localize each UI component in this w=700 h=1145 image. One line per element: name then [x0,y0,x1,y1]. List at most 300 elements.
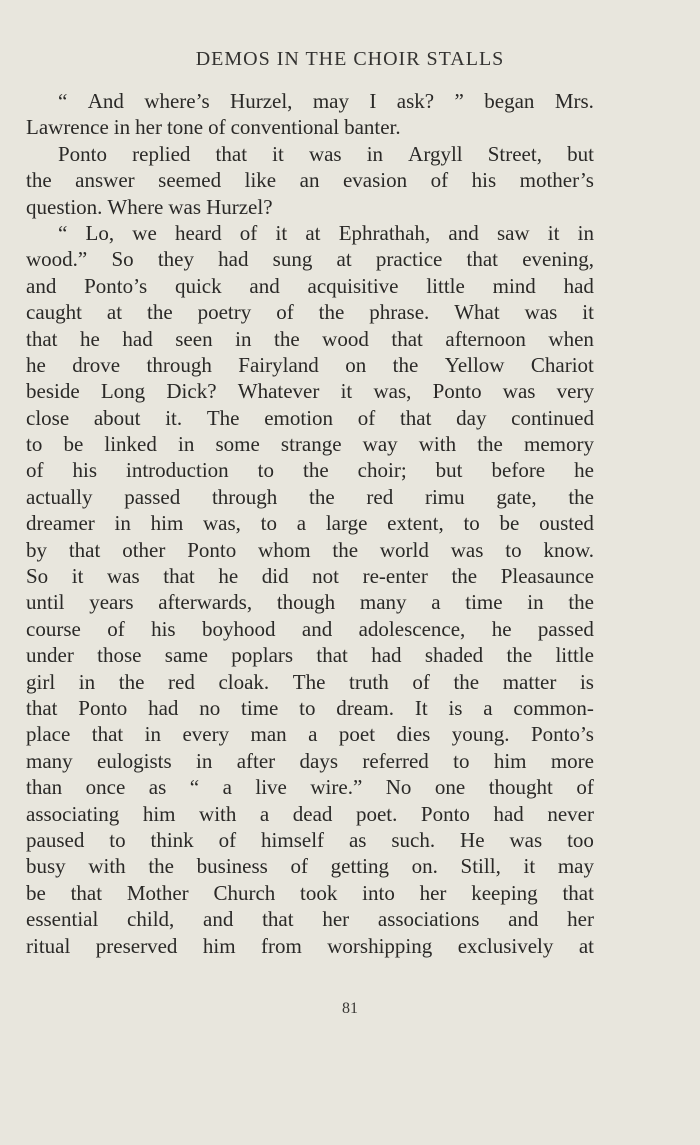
word: was, [373,379,412,404]
word: and [301,616,333,641]
word: had [148,695,179,720]
word: ask? [396,89,435,113]
word: strange [280,432,342,457]
word: poet [338,722,376,747]
word: and [203,907,234,932]
word: and [26,273,57,298]
word: poetry [197,300,252,325]
word: to [26,432,43,457]
word: ritual [26,933,71,958]
word: exclusively [457,933,554,958]
word: know. [543,537,594,562]
word: other [122,537,166,562]
word: paused [26,827,85,852]
text-line [26,378,594,404]
word: through [146,352,212,377]
word: not [312,564,340,589]
word: think [150,827,194,852]
word: days [299,748,339,773]
word: course [26,616,81,641]
word: seen [175,326,213,351]
word: linked [104,432,157,457]
word: is [448,695,463,720]
word: truth [349,669,389,694]
text-line [26,352,594,378]
word: to [463,511,480,536]
word: No [385,775,412,800]
word: his [151,616,176,641]
word: it [275,220,288,245]
word: common- [513,695,594,720]
word: mind [492,273,536,298]
word: gate, [496,484,537,509]
word: red [366,484,394,509]
word: wood [322,326,369,351]
word: that [391,326,423,351]
word: introduction [126,458,229,483]
word: at [106,300,123,325]
word: business [196,854,268,879]
word: So [111,247,134,272]
word: with [418,432,457,457]
word: time [465,590,503,615]
word: man [250,722,287,747]
word: replied [132,141,191,166]
word: world [379,537,429,562]
word: him [150,511,184,536]
word: more [550,748,594,773]
word: boyhood [202,616,276,641]
word: had [218,247,249,272]
text-line [26,589,594,615]
word: phrase. [369,300,430,325]
word: than [26,775,63,800]
word: was [509,827,543,852]
word: a [483,695,493,720]
word: “ [58,220,68,245]
word: but [435,458,463,483]
word: a [222,775,232,800]
word: “ [58,89,68,113]
word: associations [377,907,480,932]
word: eulogists [97,748,172,773]
word: So [26,564,49,589]
word: to [453,748,470,773]
word: the [148,854,174,879]
text-line [26,273,594,299]
word: until [26,590,65,615]
word: is [579,669,594,694]
text-line [26,853,594,879]
text-line [26,748,594,774]
word: Ponto’s [84,273,148,298]
word: whom [258,537,311,562]
word: drove [72,352,121,377]
word: the [273,326,300,351]
word: was [107,564,140,589]
text-line [26,220,594,246]
word: him [202,933,236,958]
word: dead [292,801,333,826]
word: Pleasaunce [500,564,594,589]
word: in [235,326,252,351]
word: passed [537,616,594,641]
word: shaded [424,643,484,668]
word: it [340,379,353,404]
word: re-enter [362,564,428,589]
word: the [451,564,478,589]
word: heard [174,220,222,245]
word: after [236,748,276,773]
word: that [68,537,101,562]
word: to [260,511,278,536]
word: of [26,458,44,483]
word: adolescence, [358,616,466,641]
word: began [484,89,535,113]
word: many [359,590,407,615]
word: at [578,933,594,958]
word: that [91,722,124,747]
text-line [26,431,594,457]
word: a [308,722,318,747]
word: Street, [487,141,542,166]
text-line [26,880,594,906]
text-line [26,695,594,721]
word: time [241,695,279,720]
word: Lawrence [26,115,109,140]
word: Ephrathah, [338,220,431,245]
word: that [163,564,195,589]
word: large [325,511,368,536]
word: worshipping [327,933,433,958]
word: Whatever [237,379,320,404]
word: Church [213,880,276,905]
word: the [26,168,52,193]
word: dreamer [26,511,95,536]
word: poplars [231,643,294,668]
word: It [414,695,428,720]
text-line [26,933,594,959]
text-line [26,774,594,800]
word: day [456,405,487,430]
word: acquisitive [307,273,399,298]
word: Still, [460,854,501,879]
word: of [276,300,294,325]
word: of [107,616,125,641]
word: no [199,695,221,720]
word: Hurzel? [206,194,273,219]
text-line [26,669,594,695]
word: of [357,405,376,430]
word: a [431,590,441,615]
word: the [309,484,335,509]
word: dies [396,722,431,747]
word: a [259,801,270,826]
word: Dick? [166,379,217,404]
word: And [87,89,124,113]
word: the [568,590,594,615]
word: mother’s [519,168,594,193]
word: that [316,643,348,668]
word: his [72,458,98,483]
word: every [182,722,230,747]
word: question. [26,194,103,219]
word: of [239,220,258,245]
word: took [300,880,338,905]
word: an [299,168,320,193]
word: thought [488,775,553,800]
word: was [168,194,202,219]
word: it [582,300,594,325]
word: caught [26,300,82,325]
word: continued [511,405,594,430]
body-text [26,88,594,959]
word: her [567,907,594,932]
word: Mother [126,880,189,905]
word: choir; [357,458,407,483]
word: in [366,141,384,166]
text-line [26,194,594,220]
text-line [26,88,594,114]
word: to [299,695,316,720]
word: one [434,775,466,800]
word: Lo, [85,220,115,245]
word: from [260,933,302,958]
word: to [257,458,275,483]
word: may [312,89,349,113]
text-line [26,616,594,642]
word: very [556,379,594,404]
word: in [178,432,195,457]
word: passed [124,484,181,509]
word: matter [502,669,557,694]
word: saw [496,220,530,245]
word: in [113,115,131,140]
word: once [85,775,126,800]
text-line [26,827,594,853]
word: those [97,643,142,668]
word: Where [107,194,164,219]
text-line [26,537,594,563]
word: before [491,458,546,483]
word: by [26,537,47,562]
word: be [499,511,520,536]
word: Hurzel, [230,89,293,113]
word: through [211,484,278,509]
word: he [218,564,239,589]
word: that [26,695,58,720]
word: under [26,643,74,668]
word: the [118,669,145,694]
text-line [26,405,594,431]
word: of [290,854,308,879]
word: on. [411,854,438,879]
word: poet. [355,801,398,826]
word: Ponto’s [530,722,594,747]
word: about [93,405,141,430]
word: actually [26,484,93,509]
word: where’s [144,89,210,113]
page-number: 81 [342,1000,358,1017]
word: wood.” [26,247,88,272]
word: rimu [424,484,465,509]
text-line [26,141,594,167]
word: as [148,775,167,800]
word: her [419,880,447,905]
word: young. [451,722,510,747]
word: and [508,907,539,932]
word: it [272,141,284,166]
word: practice [375,247,443,272]
word: referred [362,748,429,773]
word: never [547,801,594,826]
word: some [215,432,260,457]
word: with [88,854,126,879]
word: What [454,300,500,325]
word: be [26,880,46,905]
word: Mrs. [554,89,594,113]
word: Chariot [530,352,594,377]
word: her [322,907,350,932]
word: in [144,722,162,747]
text-line [26,167,594,193]
word: dream. [336,695,395,720]
word: Ponto [58,141,108,166]
word: of [218,827,237,852]
word: red [168,669,195,694]
word: emotion [264,405,334,430]
word: ousted [539,511,594,536]
word: the [392,352,419,377]
word: answer [75,168,135,193]
word: at [336,247,352,272]
word: was [524,300,558,325]
word: Yellow [444,352,505,377]
word: they [157,247,194,272]
word: the [568,484,594,509]
word: that [399,405,432,430]
word: and [448,220,479,245]
word: her [135,115,162,140]
word: had [563,273,594,298]
word: preserved [95,933,178,958]
word: that [215,141,248,166]
word: that [466,247,499,272]
word: Ponto [432,379,482,404]
word: that [26,326,58,351]
word: on [345,352,367,377]
text-line [26,246,594,272]
word: of [208,115,226,140]
word: extent, [387,511,444,536]
word: the [506,643,533,668]
text-line [26,563,594,589]
text-line [26,484,594,510]
word: cloak. [218,669,270,694]
word: The [206,405,240,430]
word: the [477,432,503,457]
word: in [78,669,96,694]
text-line [26,457,594,483]
word: The [292,669,326,694]
word: way [362,432,398,457]
word: to [505,537,522,562]
word: years [89,590,134,615]
word: wire.” [310,775,363,800]
word: “ [189,775,200,800]
word: live [255,775,287,800]
word: that [262,907,294,932]
word: tone [166,115,204,140]
word: essential [26,907,99,932]
word: quick [174,273,222,298]
word: in [196,748,213,773]
word: the [332,537,359,562]
word: as [348,827,367,852]
word: keeping [471,880,538,905]
word: had [122,326,153,351]
word: it [71,564,84,589]
word: had [493,801,524,826]
word: the [453,669,480,694]
word: afterwards, [158,590,253,615]
word: evasion [342,168,408,193]
text-line [26,906,594,932]
text-line [26,510,594,536]
word: may [557,854,594,879]
word: though [276,590,336,615]
word: it [547,220,560,245]
word: getting [330,854,389,879]
text-line [26,114,594,140]
word: conventional [230,115,340,140]
word: did [261,564,289,589]
text-line [26,299,594,325]
word: he [574,458,594,483]
text-line [26,326,594,352]
word: into [362,880,395,905]
word: he [26,352,46,377]
word: ” [454,89,464,113]
word: He [460,827,485,852]
word: Ponto [187,537,237,562]
word: such. [391,827,436,852]
text-line [26,801,594,827]
word: and [249,273,280,298]
word: he [491,616,512,641]
word: I [369,89,377,113]
word: girl [26,669,56,694]
word: with [199,801,237,826]
word: close [26,405,70,430]
word: in [114,511,131,536]
word: many [26,748,73,773]
running-head: DEMOS IN THE CHOIR STALLS [195,48,505,70]
word: it. [165,405,183,430]
text-line [26,721,594,747]
word: Ponto [78,695,128,720]
word: beside [26,379,80,404]
word: place [26,722,71,747]
word: the [147,300,173,325]
word: his [471,168,497,193]
word: afternoon [445,326,526,351]
word: was, [203,511,241,536]
word: Fairyland [238,352,319,377]
word: Long [100,379,146,404]
word: sung [272,247,313,272]
word: but [567,141,594,166]
